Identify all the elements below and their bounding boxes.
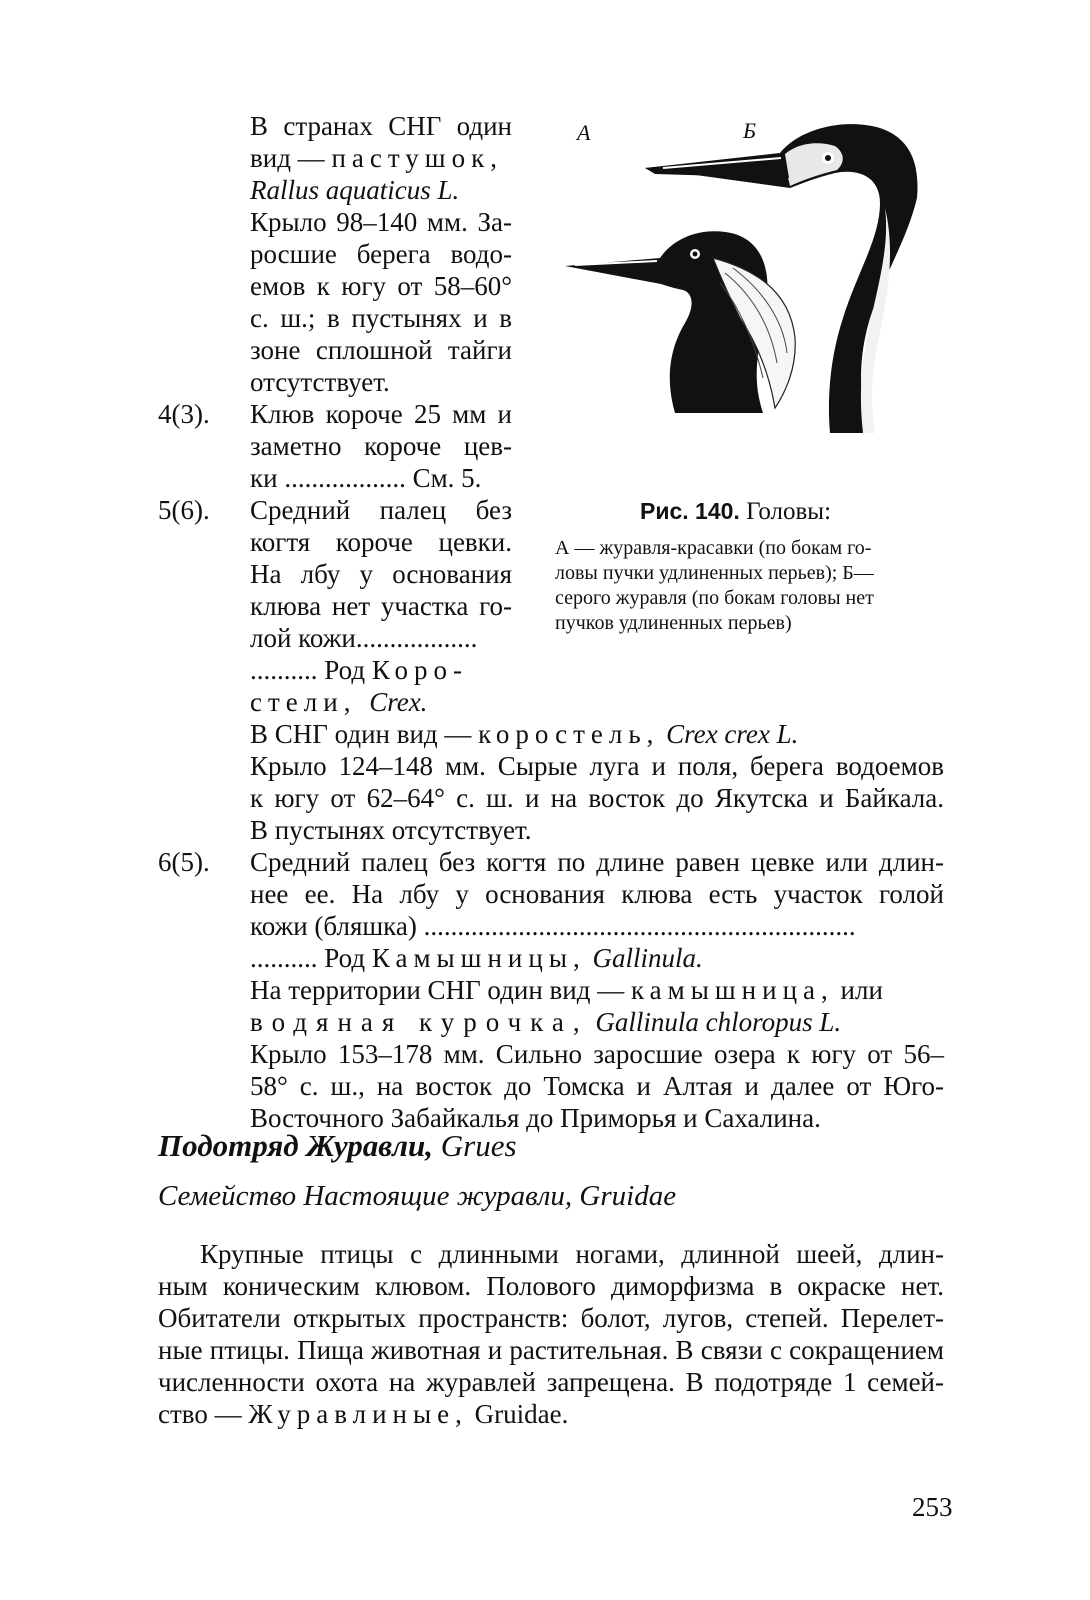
text-line: Обитатели открытых пространств: болот, лугов, степей. Перелет- [158, 1303, 944, 1333]
text-span: В СНГ один вид — [250, 719, 479, 749]
couplet-number: 4(3). [158, 399, 210, 429]
figure-label-a: А [577, 120, 591, 145]
text-line [250, 718, 798, 750]
latin-name: Gallinula. [585, 943, 703, 973]
page-number: 253 [912, 1492, 953, 1522]
species-name: водяная курочка, [250, 1007, 589, 1037]
text-line: В пустынях отсутствует. [250, 815, 532, 845]
figure-number: Рис. 140. [640, 498, 740, 524]
text-line: Восточного Забайкалья до Приморья и Сахалина. [250, 1103, 821, 1133]
text-line: кожи (бляшка) ................................................................ [250, 911, 856, 941]
text-line [250, 654, 468, 686]
text-span: Головы: [739, 498, 832, 525]
text-span: или [833, 975, 883, 1005]
genus-name: Камышницы, [371, 943, 586, 973]
text-span: ство — [158, 1399, 249, 1429]
text-line: росшие берега водо- [250, 239, 512, 269]
genus-name: Коро- [371, 655, 468, 685]
crane-head-a [565, 231, 795, 413]
text-line: с. ш.; в пустынях и в [250, 303, 512, 333]
text-span: На территории СНГ один вид — [250, 975, 631, 1005]
heading-text: Семейство Настоящие журавли, [158, 1180, 580, 1212]
text-line: клюва нет участка го- [250, 591, 512, 621]
text-line: заметно короче цев- [250, 431, 512, 461]
latin-name: Gruidae [579, 1180, 677, 1212]
family-heading [158, 1180, 676, 1213]
text-span: .......... Род [250, 943, 372, 973]
text-line [250, 1006, 841, 1038]
text-line: лой кожи.................. [250, 623, 478, 653]
text-line: На лбу у основания [250, 559, 512, 589]
text-line [250, 974, 883, 1006]
text-line: зоне сплошной тайги [250, 335, 512, 365]
text-line: Клюв короче 25 мм и [250, 399, 512, 429]
figure-label-b: Б [743, 118, 756, 143]
suborder-heading [158, 1128, 517, 1164]
text-line: когтя короче цевки. [250, 527, 512, 557]
couplet-number: 5(6). [158, 495, 210, 525]
figure-caption-title [640, 498, 831, 526]
latin-name: Crex. [369, 687, 428, 717]
text-line: Средний палец без [250, 495, 512, 525]
text-line: Средний палец без когтя по длине равен цевке или длин- [250, 847, 944, 877]
crane-heads-illustration [545, 108, 940, 438]
text-line: ные птицы. Пища животная и растительная. В связи с сокращением [158, 1335, 944, 1365]
text-span: .......... Род [250, 655, 372, 685]
caption-line: пучков удлиненных перьев) [555, 612, 792, 634]
latin-name: Grues [440, 1128, 517, 1163]
latin-name: Gallinula chloropus L. [588, 1007, 842, 1037]
species-name: пастушок, [331, 143, 503, 173]
couplet-number: 6(5). [158, 847, 210, 877]
latin-name: Rallus aquaticus L. [250, 175, 460, 205]
text-line: В странах СНГ один [250, 111, 512, 141]
text-line: к югу от 62–64° с. ш. и на восток до Якутска и Байкала. [250, 783, 944, 813]
text-line [250, 142, 512, 174]
text-line: ным коническим клювом. Полового диморфизма в окраске нет. [158, 1271, 944, 1301]
text-line: Крыло 153–178 мм. Сильно заросшие озера к югу от 56– [250, 1039, 944, 1069]
text-line [250, 686, 427, 718]
text-line: численности охота на журавлей запрещена. В подотряде 1 семей- [158, 1367, 944, 1397]
figure-crane-heads [545, 108, 940, 438]
caption-line: А — журавля-красавки (по бокам го- [555, 537, 872, 559]
text-line [158, 1398, 568, 1430]
text-line: Крыло 98–140 мм. За- [250, 207, 512, 237]
text-line: ки .................. См. 5. [250, 463, 482, 493]
family-name: Журавлиные, [248, 1399, 468, 1429]
caption-line: ловы пучки удлиненных перьев); Б— [555, 562, 874, 584]
text-line: емов к югу от 58–60° [250, 271, 512, 301]
species-name: коростель, [478, 719, 660, 749]
text-line: отсутствует. [250, 367, 390, 397]
text-line: Крыло 124–148 мм. Сырые луга и поля, берега водоемов [250, 751, 944, 781]
genus-name: стели, [250, 687, 370, 717]
text-line: Крупные птицы с длинными ногами, длинной шеей, длин- [200, 1239, 944, 1269]
text-line [250, 942, 703, 974]
text-line: нее ее. На лбу у основания клюва есть участок голой [250, 879, 944, 909]
latin-name: Gruidae. [467, 1399, 569, 1429]
latin-name: Crex crex L. [659, 719, 799, 749]
text-span: вид — [250, 143, 332, 173]
heading-text: Подотряд Журавли, [158, 1128, 441, 1163]
species-name: камышница, [630, 975, 834, 1005]
caption-line: серого журавля (по бокам головы нет [555, 587, 874, 609]
text-line: 58° с. ш., на восток до Томска и Алтая и далее от Юго- [250, 1071, 944, 1101]
